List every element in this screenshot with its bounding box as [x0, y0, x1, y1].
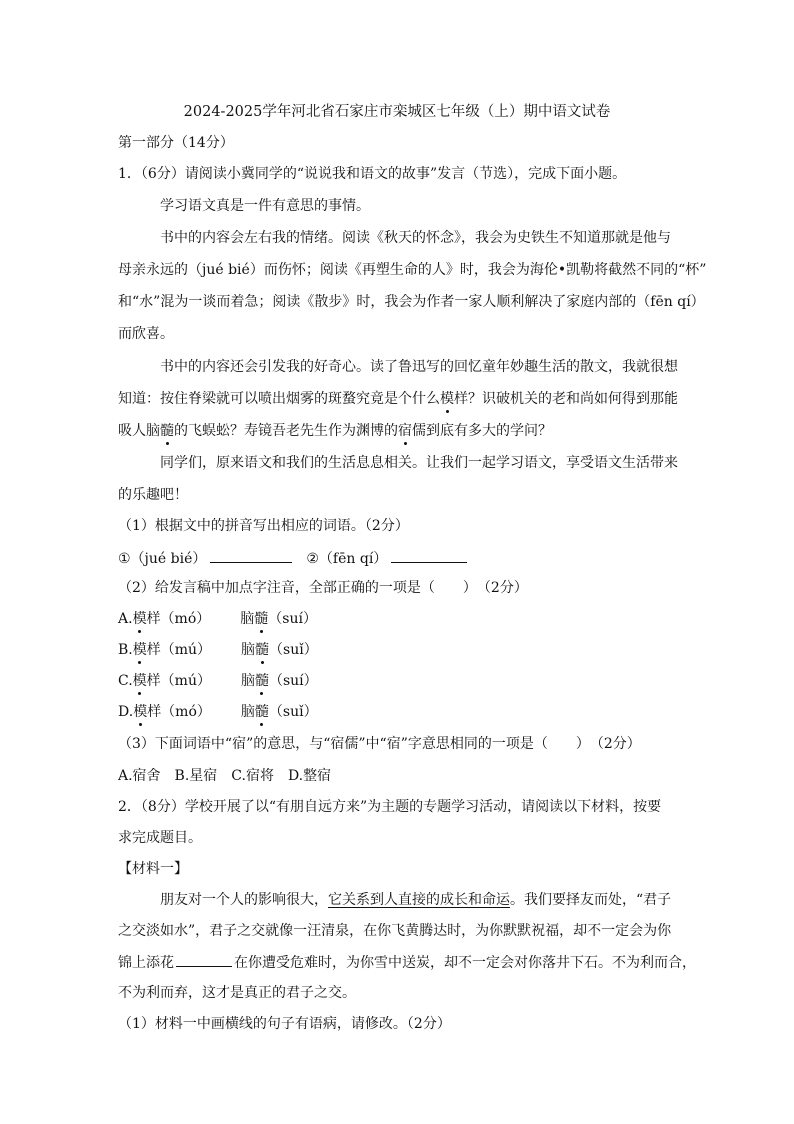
text-run: 样？识破机关的老和尚如何得到那能 — [454, 391, 678, 407]
text-run: （suǐ） — [269, 642, 318, 658]
sub-question-1-3-options: A.宿舍 B.星宿 C.宿将 D.整宿 — [118, 768, 332, 784]
answer-blank-punctuation[interactable] — [176, 952, 232, 967]
sub-question-1-1: （1）根据文中的拼音写出相应的词语。（2分） — [118, 518, 409, 534]
text-run: 样（mó） — [146, 611, 211, 627]
text-run: 脑 — [240, 611, 255, 627]
text-run: （suí） — [268, 611, 317, 627]
question-1-stem: 1．（6分）请阅读小冀同学的“说说我和语文的故事”发言（节选），完成下面小题。 — [118, 166, 627, 182]
text-run: 朋友对一个人的影响很大， — [160, 892, 328, 908]
passage-p3-line-2 — [118, 389, 678, 409]
passage-p2-line-2: 母亲永远的（jué bié）而伤怀；阅读《再塑生命的人》时，我会为海伦•凯勒将截然不同的“杯” — [118, 262, 707, 278]
sub-question-1-3: （3）下面词语中“宿”的意思，与“宿儒”中“宿”字意思相同的一项是（ ） （2分） — [118, 736, 641, 752]
dotted-char-mo: 模 — [440, 391, 454, 407]
sub-question-2-1: （1）材料一中画横线的句子有语病，请修改。（2分） — [118, 1016, 451, 1032]
option-letter: D. — [118, 704, 134, 720]
passage-p3-line-3 — [118, 421, 552, 441]
material-1-heading: 【材料一】 — [118, 861, 188, 877]
option-c — [118, 671, 318, 691]
dotted-char-sui: 髓 — [254, 673, 269, 689]
text-run: 。我们要择友而处，“君子 — [510, 892, 672, 908]
text-run: 样（mú） — [146, 673, 211, 689]
option-a — [118, 609, 317, 629]
underlined-sentence: 它关系到人直接的成长和命运 — [328, 892, 510, 908]
text-run: 样（mó） — [147, 704, 211, 720]
text-run: 脑 — [240, 673, 255, 689]
passage-p4-line-1: 同学们，原来语文和我们的生活息息相关。让我们一起学习语文，享受语文生活带来 — [160, 455, 678, 471]
text-run: （suí） — [268, 673, 318, 689]
text-run: 吸人脑 — [118, 423, 160, 439]
text-run: 在你遭受危难时，为你雪中送炭，却不一定会对你落井下石。不为利而合， — [234, 955, 696, 971]
option-letter: B. — [118, 642, 133, 658]
dotted-char-mo: 模 — [132, 673, 147, 689]
passage-p2-line-1: 书中的内容会左右我的情绪。阅读《秋天的怀念》，我会为史铁生不知道那就是他与 — [160, 230, 671, 246]
dotted-char-su: 宿 — [398, 423, 412, 439]
dotted-char-mo: 模 — [133, 704, 148, 720]
text-run: 脑 — [241, 642, 256, 658]
dotted-char-sui: 髓 — [254, 704, 269, 720]
option-letter: C. — [118, 673, 133, 689]
material-1-line-2: 之交淡如水”，君子之交就像一汪清泉，在你飞黄腾达时，为你默默祝福，却不一定会为你 — [118, 923, 672, 939]
material-1-line-4: 不为利而弃，这才是真正的君子之交。 — [118, 985, 356, 1001]
material-1-line-3 — [118, 952, 696, 973]
pinyin-blanks-row — [118, 548, 467, 569]
passage-paragraph-1: 学习语文真是一件有意思的事情。 — [160, 198, 370, 214]
sub-question-1-2: （2）给发言稿中加点字注音，全部正确的一项是（ ） （2分） — [118, 580, 528, 596]
dotted-char-mo: 模 — [132, 642, 147, 658]
text-run: 儒到底有多大的学问？ — [412, 423, 552, 439]
answer-blank-fen-qi[interactable] — [391, 548, 467, 563]
question-2-stem-line-1: 2．（8分）学校开展了以“有朋自远方来”为主题的专题学习活动，请阅读以下材料，按要 — [118, 799, 662, 815]
text-run: （suǐ） — [268, 704, 318, 720]
text-run: 知道：按住脊梁就可以喷出烟雾的斑蝥究竟是个什么 — [118, 391, 440, 407]
pinyin-label-jue-bie: ①（jué bié） — [118, 551, 207, 567]
material-1-line-1 — [160, 890, 671, 910]
pinyin-label-fen-qi: ②（fēn qí） — [306, 551, 388, 567]
exam-title: 2024-2025学年河北省石家庄市栾城区七年级（上）期中语文试卷 — [183, 104, 611, 120]
option-letter: A. — [118, 611, 133, 627]
passage-p4-line-2: 的乐趣吧！ — [118, 487, 188, 503]
text-run: 脑 — [240, 704, 255, 720]
dotted-char-mo: 模 — [132, 611, 147, 627]
part-heading: 第一部分（14分） — [118, 135, 234, 151]
dotted-char-sui: 髓 — [160, 423, 174, 439]
text-run: 的飞蜈蚣？寿镜吾老先生作为渊博的 — [174, 423, 398, 439]
question-2-stem-line-2: 求完成题目。 — [118, 830, 202, 846]
text-run: 样（mú） — [146, 642, 212, 658]
dotted-char-sui: 髓 — [254, 611, 269, 627]
answer-blank-jue-bie[interactable] — [210, 548, 292, 563]
option-b — [118, 640, 318, 660]
passage-p3-line-1: 书中的内容还会引发我的好奇心。读了鲁迅写的回忆童年妙趣生活的散文，我就很想 — [160, 359, 678, 375]
passage-p2-line-4: 而欣喜。 — [118, 326, 174, 342]
option-d — [118, 702, 318, 722]
passage-p2-line-3: 和“水”混为一谈而着急；阅读《散步》时，我会为作者一家人顺利解决了家庭内部的（fēn qí） — [118, 294, 705, 310]
dotted-char-sui: 髓 — [255, 642, 270, 658]
text-run: 锦上添花 — [118, 955, 174, 971]
